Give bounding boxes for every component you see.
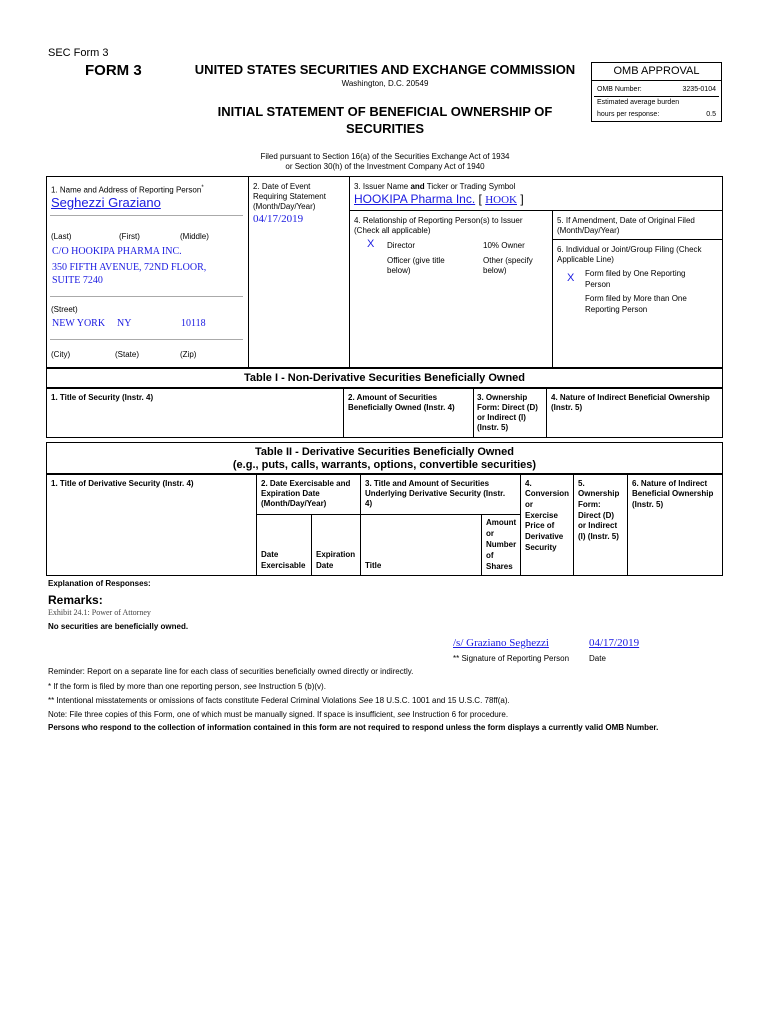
box4-label-line1: 4. Relationship of Reporting Person(s) to Issuer: [354, 216, 523, 225]
table2-col5-line2: Ownership: [578, 489, 620, 498]
address-line2: 350 FIFTH AVENUE, 72ND FLOOR,: [52, 262, 207, 273]
issuer-name-link[interactable]: HOOKIPA Pharma Inc.: [354, 192, 476, 206]
omb-hours-value: 0.5: [706, 111, 716, 118]
omb-number-label: OMB Number:: [597, 86, 642, 93]
omb-number-value: 3235-0104: [682, 86, 716, 93]
table2-col1-header: 1. Title of Derivative Security (Instr. 4): [51, 479, 194, 488]
table2-amount-line5: Shares: [486, 562, 513, 571]
explanation-heading: Explanation of Responses:: [48, 579, 151, 588]
ticker-symbol-link[interactable]: HOOK: [485, 194, 517, 206]
table2-col5-line4: Direct (D): [578, 511, 615, 520]
table1-col3-line2: Form: Direct (D): [477, 403, 538, 412]
table2-date-exercisable-line1: Date: [261, 550, 279, 559]
signature-date-value: 04/17/2019: [589, 637, 640, 649]
table2-col4-line7: Security: [525, 543, 557, 552]
director-label: Director: [387, 241, 416, 250]
omb-approval-box: [591, 62, 722, 122]
table2-col6-line3: (Instr. 5): [632, 500, 664, 509]
reminder-note: Reminder: Report on a separate line for each class of securities beneficially owned directly or indirectly.: [48, 667, 414, 676]
signature-label: ** Signature of Reporting Person: [453, 654, 570, 663]
state-value: NY: [117, 318, 132, 329]
table2-col6-line1: 6. Nature of Indirect: [632, 479, 708, 488]
reporting-person-name[interactable]: Seghezzi Graziano: [51, 195, 161, 210]
commission-title: UNITED STATES SECURITIES AND EXCHANGE COMMISSION: [194, 62, 576, 77]
middle-label: (Middle): [180, 232, 209, 241]
address-line3: SUITE 7240: [52, 275, 103, 286]
signature-value: /s/ Graziano Seghezzi: [453, 637, 549, 649]
ten-pct-owner-label: 10% Owner: [483, 241, 525, 250]
table2-col4-line2: Conversion: [525, 489, 570, 498]
table2-col4-line6: Derivative: [525, 532, 564, 541]
officer-label-line2: below): [387, 266, 411, 275]
table1-col2-line1: 2. Amount of Securities: [348, 393, 438, 402]
box5-label-line1: 5. If Amendment, Date of Original Filed: [557, 216, 695, 225]
table2-date-exercisable-line2: Exercisable: [261, 561, 306, 570]
exhibit-remark: Exhibit 24.1: Power of Attorney: [48, 608, 151, 617]
table2-col2-line1: 2. Date Exercisable and: [261, 479, 351, 488]
state-label: (State): [115, 350, 140, 359]
table2-title-line1: Table II - Derivative Securities Beneficially Owned: [254, 446, 514, 458]
table2-col3-line1: 3. Title and Amount of Securities: [365, 479, 490, 488]
last-label: (Last): [51, 232, 72, 241]
box3-label: 3. Issuer Name and Ticker or Trading Symbol: [354, 182, 516, 191]
other-label-line2: below): [483, 266, 507, 275]
commission-location: Washington, D.C. 20549: [341, 79, 429, 88]
form-title: FORM 3: [85, 62, 142, 79]
table1-col4-line1: 4. Nature of Indirect Beneficial Ownership: [551, 393, 710, 402]
remarks-heading: Remarks:: [48, 593, 103, 607]
table1-col3-line4: (Instr. 5): [477, 423, 509, 432]
date-label: Date: [589, 654, 606, 663]
omb-persons-note: Persons who respond to the collection of information contained in this form are not required to respond unless the form displays a currently valid OMB Number.: [48, 723, 659, 732]
table1-col2-line2: Beneficially Owned (Instr. 4): [348, 403, 455, 412]
filed-pursuant-line1: Filed pursuant to Section 16(a) of the Securities Exchange Act of 1934: [260, 152, 510, 161]
file-copies-note: Note: File three copies of this Form, one of which must be manually signed. If space is insufficient, see Instruction 6 for procedure.: [48, 710, 509, 719]
table2-title-line2: (e.g., puts, calls, warrants, options, convertible securities): [232, 459, 537, 471]
table2-expiration-line1: Expiration: [316, 550, 356, 559]
table2-amount-line1: Amount: [486, 518, 517, 527]
statement-title-line2: SECURITIES: [345, 121, 424, 136]
table2-title-box: [46, 442, 723, 474]
box2-label-line3: (Month/Day/Year): [253, 202, 316, 211]
table2-col5-line5: or Indirect: [578, 521, 618, 530]
other-label-line1: Other (specify: [483, 256, 533, 265]
box1-label: 1. Name and Address of Reporting Person*: [51, 185, 204, 195]
more-reporting-line1: Form filed by More than One: [585, 294, 687, 303]
table2-col2-line3: (Month/Day/Year): [261, 499, 327, 508]
sec-form-label: SEC Form 3: [48, 47, 109, 59]
officer-label-line1: Officer (give title: [387, 256, 445, 265]
table2-amount-line3: Number: [486, 540, 517, 549]
table2-col3-title: Title: [365, 561, 382, 570]
table2-col4-line5: Price of: [525, 521, 555, 530]
table1-title: Table I - Non-Derivative Securities Beneficially Owned: [244, 372, 525, 384]
table1-col3-line1: 3. Ownership: [477, 393, 528, 402]
no-securities-remark: No securities are beneficially owned.: [48, 622, 189, 631]
zip-value: 10118: [181, 318, 206, 329]
box6-label-line1: 6. Individual or Joint/Group Filing (Check: [557, 245, 702, 254]
violation-note: ** Intentional misstatements or omissions of facts constitute Federal Criminal Violations See 18 U.S.C. 1001 and 15 U.S.C. 78ff(a).: [48, 696, 510, 705]
event-date-value: 04/17/2019: [253, 213, 304, 225]
table2-col5-line1: 5.: [578, 479, 585, 488]
table2-col5-line3: Form:: [578, 500, 601, 509]
table2-expiration-line2: Date: [316, 561, 334, 570]
table2-amount-line4: of: [486, 551, 494, 560]
table2-col6-line2: Beneficial Ownership: [632, 489, 714, 498]
table2-col2-line2: Expiration Date: [261, 489, 320, 498]
first-label: (First): [119, 232, 140, 241]
issuer-ticker: HOOKIPA Pharma Inc. [ HOOK ]: [354, 192, 524, 206]
table2-col3-line2: Underlying Derivative Security (Instr.: [365, 489, 506, 498]
table1-col3-line3: or Indirect (I): [477, 413, 526, 422]
table2-col4-line3: or: [525, 500, 533, 509]
table1-title-box: [46, 368, 723, 388]
table2-amount-line2: or: [486, 529, 494, 538]
omb-title: OMB APPROVAL: [592, 63, 721, 81]
box2-label-line1: 2. Date of Event: [253, 182, 311, 191]
table2-col5-line6: (I) (Instr. 5): [578, 532, 619, 541]
director-checkmark[interactable]: X: [367, 238, 375, 250]
more-reporting-line2: Reporting Person: [585, 305, 648, 314]
filed-pursuant-line2: or Section 30(h) of the Investment Company Act of 1940: [285, 162, 485, 171]
table2-col4-line1: 4.: [525, 479, 532, 488]
box6-label-line2: Applicable Line): [557, 255, 614, 264]
table1-col1-header: 1. Title of Security (Instr. 4): [51, 393, 154, 402]
one-reporting-line1: Form filed by One Reporting: [585, 269, 686, 278]
asterisk-note: *: [201, 185, 204, 191]
street-label: (Street): [51, 305, 78, 314]
omb-burden-label: Estimated average burden: [597, 99, 680, 106]
table2-col3-line3: 4): [365, 499, 373, 508]
box2-label-line2: Requiring Statement: [253, 192, 326, 201]
one-reporting-line2: Person: [585, 280, 611, 289]
multi-person-note: * If the form is filed by more than one reporting person, see Instruction 5 (b)(v).: [48, 682, 326, 691]
address-line1: C/O HOOKIPA PHARMA INC.: [52, 246, 182, 257]
table2-col4-line4: Exercise: [525, 511, 558, 520]
box4-label-line2: (Check all applicable): [354, 226, 431, 235]
city-value: NEW YORK: [52, 318, 106, 329]
zip-label: (Zip): [180, 350, 197, 359]
box5-label-line2: (Month/Day/Year): [557, 226, 620, 235]
city-label: (City): [51, 350, 71, 359]
table1-col4-line2: (Instr. 5): [551, 403, 583, 412]
omb-hours-label: hours per response:: [597, 111, 660, 118]
statement-title-line1: INITIAL STATEMENT OF BENEFICIAL OWNERSHIP OF: [217, 104, 553, 119]
one-reporting-checkmark[interactable]: X: [567, 272, 575, 284]
